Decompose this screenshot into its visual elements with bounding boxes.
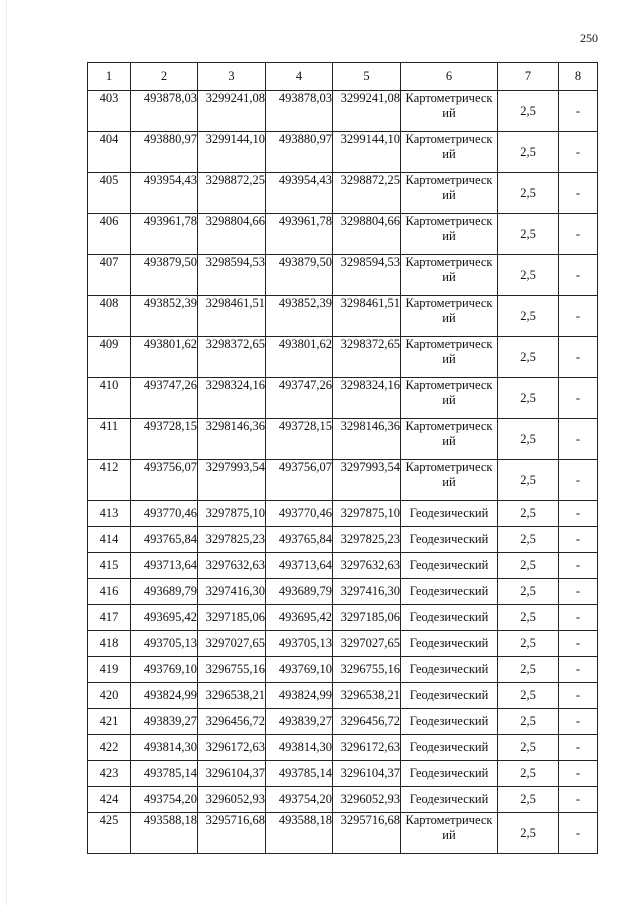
point-number-cell: 410 [88, 378, 131, 419]
coord-y2-cell: 3295716,68 [333, 813, 401, 854]
table-row [88, 378, 598, 419]
point-number-cell: 421 [88, 709, 131, 735]
method-cell [401, 683, 498, 709]
coord-y-cell: 3298461,51 [198, 296, 266, 337]
point-number-cell: 408 [88, 296, 131, 337]
method-cell [401, 813, 498, 854]
page-number: 250 [580, 31, 598, 45]
point-number-cell: 418 [88, 631, 131, 657]
coord-x2-cell: 493769,10 [266, 657, 333, 683]
coord-y-cell: 3296755,16 [198, 657, 266, 683]
table-row [88, 631, 598, 657]
method-line-2: ий [442, 475, 456, 489]
header-cell: 7 [498, 63, 559, 91]
coord-y-cell: 3297993,54 [198, 460, 266, 501]
note-cell: - [559, 761, 598, 787]
coord-x-cell: 493689,79 [131, 579, 198, 605]
header-cell: 5 [333, 63, 401, 91]
method-cell [401, 709, 498, 735]
coord-y2-cell: 3298461,51 [333, 296, 401, 337]
coord-y2-cell: 3296052,93 [333, 787, 401, 813]
accuracy-cell: 2,5 [498, 337, 559, 378]
coord-y-cell: 3297185,06 [198, 605, 266, 631]
table-row [88, 735, 598, 761]
table-row [88, 419, 598, 460]
method-line-1: Картометрическ [405, 173, 493, 187]
point-number-cell: 404 [88, 132, 131, 173]
coord-y-cell: 3298872,25 [198, 173, 266, 214]
method-line-1: Картометрическ [405, 460, 493, 474]
method-line-1: Геодезический [409, 636, 489, 650]
coord-x2-cell: 493588,18 [266, 813, 333, 854]
point-number-cell: 409 [88, 337, 131, 378]
coord-x2-cell: 493747,26 [266, 378, 333, 419]
table-row [88, 91, 598, 132]
note-cell: - [559, 787, 598, 813]
coord-y2-cell: 3297993,54 [333, 460, 401, 501]
note-cell: - [559, 631, 598, 657]
method-cell [401, 735, 498, 761]
header-cell: 2 [131, 63, 198, 91]
method-cell [401, 173, 498, 214]
coord-x-cell: 493839,27 [131, 709, 198, 735]
coord-x2-cell: 493880,97 [266, 132, 333, 173]
coord-x2-cell: 493814,30 [266, 735, 333, 761]
point-number-cell: 415 [88, 553, 131, 579]
coord-y-cell: 3299241,08 [198, 91, 266, 132]
coordinates-table [87, 62, 598, 854]
point-number-cell: 414 [88, 527, 131, 553]
coord-y-cell: 3298804,66 [198, 214, 266, 255]
method-cell [401, 296, 498, 337]
point-number-cell: 425 [88, 813, 131, 854]
coord-x2-cell: 493954,43 [266, 173, 333, 214]
coord-y-cell: 3298146,36 [198, 419, 266, 460]
coord-x-cell: 493770,46 [131, 501, 198, 527]
note-cell: - [559, 657, 598, 683]
coord-y2-cell: 3297416,30 [333, 579, 401, 605]
point-number-cell: 413 [88, 501, 131, 527]
coord-y2-cell: 3296755,16 [333, 657, 401, 683]
accuracy-cell: 2,5 [498, 735, 559, 761]
method-cell [401, 337, 498, 378]
method-line-1: Картометрическ [405, 91, 493, 105]
coord-x-cell: 493824,99 [131, 683, 198, 709]
note-cell: - [559, 579, 598, 605]
coord-y2-cell: 3298324,16 [333, 378, 401, 419]
table-row [88, 579, 598, 605]
coord-x2-cell: 493695,42 [266, 605, 333, 631]
accuracy-cell: 2,5 [498, 378, 559, 419]
accuracy-cell: 2,5 [498, 709, 559, 735]
coord-x2-cell: 493852,39 [266, 296, 333, 337]
method-line-2: ий [442, 106, 456, 120]
point-number-cell: 422 [88, 735, 131, 761]
method-cell [401, 460, 498, 501]
method-line-1: Геодезический [409, 610, 489, 624]
table-row [88, 255, 598, 296]
note-cell: - [559, 735, 598, 761]
method-line-1: Геодезический [409, 792, 489, 806]
point-number-cell: 416 [88, 579, 131, 605]
accuracy-cell: 2,5 [498, 683, 559, 709]
note-cell: - [559, 605, 598, 631]
method-line-2: ий [442, 147, 456, 161]
method-line-1: Геодезический [409, 688, 489, 702]
method-line-1: Картометрическ [405, 337, 493, 351]
accuracy-cell: 2,5 [498, 132, 559, 173]
note-cell: - [559, 527, 598, 553]
coord-y2-cell: 3296172,63 [333, 735, 401, 761]
coord-y2-cell: 3296104,37 [333, 761, 401, 787]
coord-y2-cell: 3297027,65 [333, 631, 401, 657]
method-line-1: Геодезический [409, 662, 489, 676]
coord-y2-cell: 3298594,53 [333, 255, 401, 296]
coord-x-cell: 493713,64 [131, 553, 198, 579]
accuracy-cell: 2,5 [498, 255, 559, 296]
method-line-2: ий [442, 393, 456, 407]
coord-x-cell: 493880,97 [131, 132, 198, 173]
coord-y2-cell: 3298372,65 [333, 337, 401, 378]
accuracy-cell: 2,5 [498, 813, 559, 854]
note-cell: - [559, 813, 598, 854]
method-line-1: Геодезический [409, 740, 489, 754]
coord-y-cell: 3296538,21 [198, 683, 266, 709]
header-cell: 3 [198, 63, 266, 91]
table-row [88, 460, 598, 501]
method-line-1: Картометрическ [405, 378, 493, 392]
note-cell: - [559, 419, 598, 460]
table-row [88, 683, 598, 709]
point-number-cell: 419 [88, 657, 131, 683]
coord-y-cell: 3297632,63 [198, 553, 266, 579]
point-number-cell: 406 [88, 214, 131, 255]
note-cell: - [559, 460, 598, 501]
point-number-cell: 407 [88, 255, 131, 296]
coord-y-cell: 3299144,10 [198, 132, 266, 173]
coord-x-cell: 493954,43 [131, 173, 198, 214]
accuracy-cell: 2,5 [498, 91, 559, 132]
method-line-1: Картометрическ [405, 813, 493, 827]
method-cell [401, 657, 498, 683]
coord-x-cell: 493785,14 [131, 761, 198, 787]
coord-x2-cell: 493756,07 [266, 460, 333, 501]
coord-y-cell: 3297825,23 [198, 527, 266, 553]
coord-y2-cell: 3299241,08 [333, 91, 401, 132]
coord-y2-cell: 3297875,10 [333, 501, 401, 527]
coord-y2-cell: 3298146,36 [333, 419, 401, 460]
coord-x2-cell: 493689,79 [266, 579, 333, 605]
table-row [88, 787, 598, 813]
note-cell: - [559, 173, 598, 214]
table-body [88, 91, 598, 854]
accuracy-cell: 2,5 [498, 631, 559, 657]
coord-y-cell: 3297875,10 [198, 501, 266, 527]
point-number-cell: 420 [88, 683, 131, 709]
coord-x-cell: 493814,30 [131, 735, 198, 761]
method-line-1: Картометрическ [405, 255, 493, 269]
accuracy-cell: 2,5 [498, 527, 559, 553]
coord-y-cell: 3296104,37 [198, 761, 266, 787]
method-line-2: ий [442, 311, 456, 325]
coord-x2-cell: 493770,46 [266, 501, 333, 527]
method-line-1: Геодезический [409, 532, 489, 546]
coord-x-cell: 493852,39 [131, 296, 198, 337]
accuracy-cell: 2,5 [498, 460, 559, 501]
note-cell: - [559, 553, 598, 579]
coord-x-cell: 493588,18 [131, 813, 198, 854]
coord-x-cell: 493695,42 [131, 605, 198, 631]
method-line-1: Геодезический [409, 584, 489, 598]
table-row [88, 173, 598, 214]
method-line-2: ий [442, 434, 456, 448]
table-row [88, 214, 598, 255]
coord-x-cell: 493754,20 [131, 787, 198, 813]
coord-x2-cell: 493785,14 [266, 761, 333, 787]
coord-y2-cell: 3298804,66 [333, 214, 401, 255]
note-cell: - [559, 214, 598, 255]
table-row [88, 657, 598, 683]
coord-x2-cell: 493754,20 [266, 787, 333, 813]
coord-y-cell: 3296172,63 [198, 735, 266, 761]
method-cell [401, 553, 498, 579]
method-line-1: Геодезический [409, 558, 489, 572]
table-row [88, 605, 598, 631]
note-cell: - [559, 709, 598, 735]
note-cell: - [559, 132, 598, 173]
coord-y-cell: 3295716,68 [198, 813, 266, 854]
note-cell: - [559, 501, 598, 527]
method-line-1: Геодезический [409, 714, 489, 728]
point-number-cell: 417 [88, 605, 131, 631]
accuracy-cell: 2,5 [498, 787, 559, 813]
note-cell: - [559, 296, 598, 337]
coord-y2-cell: 3298872,25 [333, 173, 401, 214]
note-cell: - [559, 91, 598, 132]
accuracy-cell: 2,5 [498, 296, 559, 337]
note-cell: - [559, 378, 598, 419]
coord-y-cell: 3296052,93 [198, 787, 266, 813]
accuracy-cell: 2,5 [498, 214, 559, 255]
coord-x-cell: 493705,13 [131, 631, 198, 657]
coord-x2-cell: 493728,15 [266, 419, 333, 460]
coord-x-cell: 493756,07 [131, 460, 198, 501]
note-cell: - [559, 337, 598, 378]
method-line-1: Картометрическ [405, 296, 493, 310]
table-row [88, 761, 598, 787]
method-line-1: Картометрическ [405, 419, 493, 433]
coord-x2-cell: 493713,64 [266, 553, 333, 579]
table-row [88, 337, 598, 378]
accuracy-cell: 2,5 [498, 657, 559, 683]
method-cell [401, 761, 498, 787]
coord-y-cell: 3298594,53 [198, 255, 266, 296]
method-cell [401, 214, 498, 255]
method-line-1: Геодезический [409, 766, 489, 780]
method-line-2: ий [442, 270, 456, 284]
method-cell [401, 132, 498, 173]
table-row [88, 709, 598, 735]
table-header-row [88, 63, 598, 91]
coord-x-cell: 493801,62 [131, 337, 198, 378]
coord-x-cell: 493878,03 [131, 91, 198, 132]
method-line-2: ий [442, 828, 456, 842]
header-cell: 4 [266, 63, 333, 91]
point-number-cell: 403 [88, 91, 131, 132]
header-cell: 1 [88, 63, 131, 91]
accuracy-cell: 2,5 [498, 419, 559, 460]
coord-x2-cell: 493705,13 [266, 631, 333, 657]
method-line-1: Картометрическ [405, 214, 493, 228]
coord-x-cell: 493961,78 [131, 214, 198, 255]
method-cell [401, 378, 498, 419]
coord-x-cell: 493747,26 [131, 378, 198, 419]
method-cell [401, 419, 498, 460]
header-cell: 6 [401, 63, 498, 91]
coord-y-cell: 3297416,30 [198, 579, 266, 605]
coord-x2-cell: 493765,84 [266, 527, 333, 553]
table-row [88, 527, 598, 553]
accuracy-cell: 2,5 [498, 761, 559, 787]
method-line-2: ий [442, 188, 456, 202]
coord-x2-cell: 493839,27 [266, 709, 333, 735]
point-number-cell: 423 [88, 761, 131, 787]
point-number-cell: 412 [88, 460, 131, 501]
coord-y-cell: 3296456,72 [198, 709, 266, 735]
method-line-1: Картометрическ [405, 132, 493, 146]
method-line-1: Геодезический [409, 506, 489, 520]
method-cell [401, 631, 498, 657]
table-row [88, 501, 598, 527]
table-row [88, 813, 598, 854]
coord-x-cell: 493879,50 [131, 255, 198, 296]
method-cell [401, 579, 498, 605]
point-number-cell: 411 [88, 419, 131, 460]
accuracy-cell: 2,5 [498, 553, 559, 579]
accuracy-cell: 2,5 [498, 501, 559, 527]
accuracy-cell: 2,5 [498, 605, 559, 631]
table-row [88, 296, 598, 337]
method-line-2: ий [442, 352, 456, 366]
coord-x-cell: 493769,10 [131, 657, 198, 683]
method-cell [401, 255, 498, 296]
header-cell: 8 [559, 63, 598, 91]
coord-y-cell: 3298372,65 [198, 337, 266, 378]
coord-y-cell: 3298324,16 [198, 378, 266, 419]
scan-margin-line [6, 0, 8, 905]
table-row [88, 553, 598, 579]
note-cell: - [559, 255, 598, 296]
coord-y2-cell: 3297632,63 [333, 553, 401, 579]
coord-y2-cell: 3297825,23 [333, 527, 401, 553]
method-cell [401, 605, 498, 631]
coord-x2-cell: 493878,03 [266, 91, 333, 132]
method-cell [401, 787, 498, 813]
coord-y2-cell: 3296456,72 [333, 709, 401, 735]
method-cell [401, 527, 498, 553]
coord-x2-cell: 493824,99 [266, 683, 333, 709]
method-cell [401, 91, 498, 132]
note-cell: - [559, 683, 598, 709]
coord-x-cell: 493765,84 [131, 527, 198, 553]
coord-y2-cell: 3297185,06 [333, 605, 401, 631]
point-number-cell: 424 [88, 787, 131, 813]
accuracy-cell: 2,5 [498, 173, 559, 214]
table-row [88, 132, 598, 173]
coord-x2-cell: 493801,62 [266, 337, 333, 378]
coord-y-cell: 3297027,65 [198, 631, 266, 657]
coord-y2-cell: 3299144,10 [333, 132, 401, 173]
point-number-cell: 405 [88, 173, 131, 214]
method-line-2: ий [442, 229, 456, 243]
coord-y2-cell: 3296538,21 [333, 683, 401, 709]
coord-x-cell: 493728,15 [131, 419, 198, 460]
coord-x2-cell: 493879,50 [266, 255, 333, 296]
coord-x2-cell: 493961,78 [266, 214, 333, 255]
accuracy-cell: 2,5 [498, 579, 559, 605]
method-cell [401, 501, 498, 527]
